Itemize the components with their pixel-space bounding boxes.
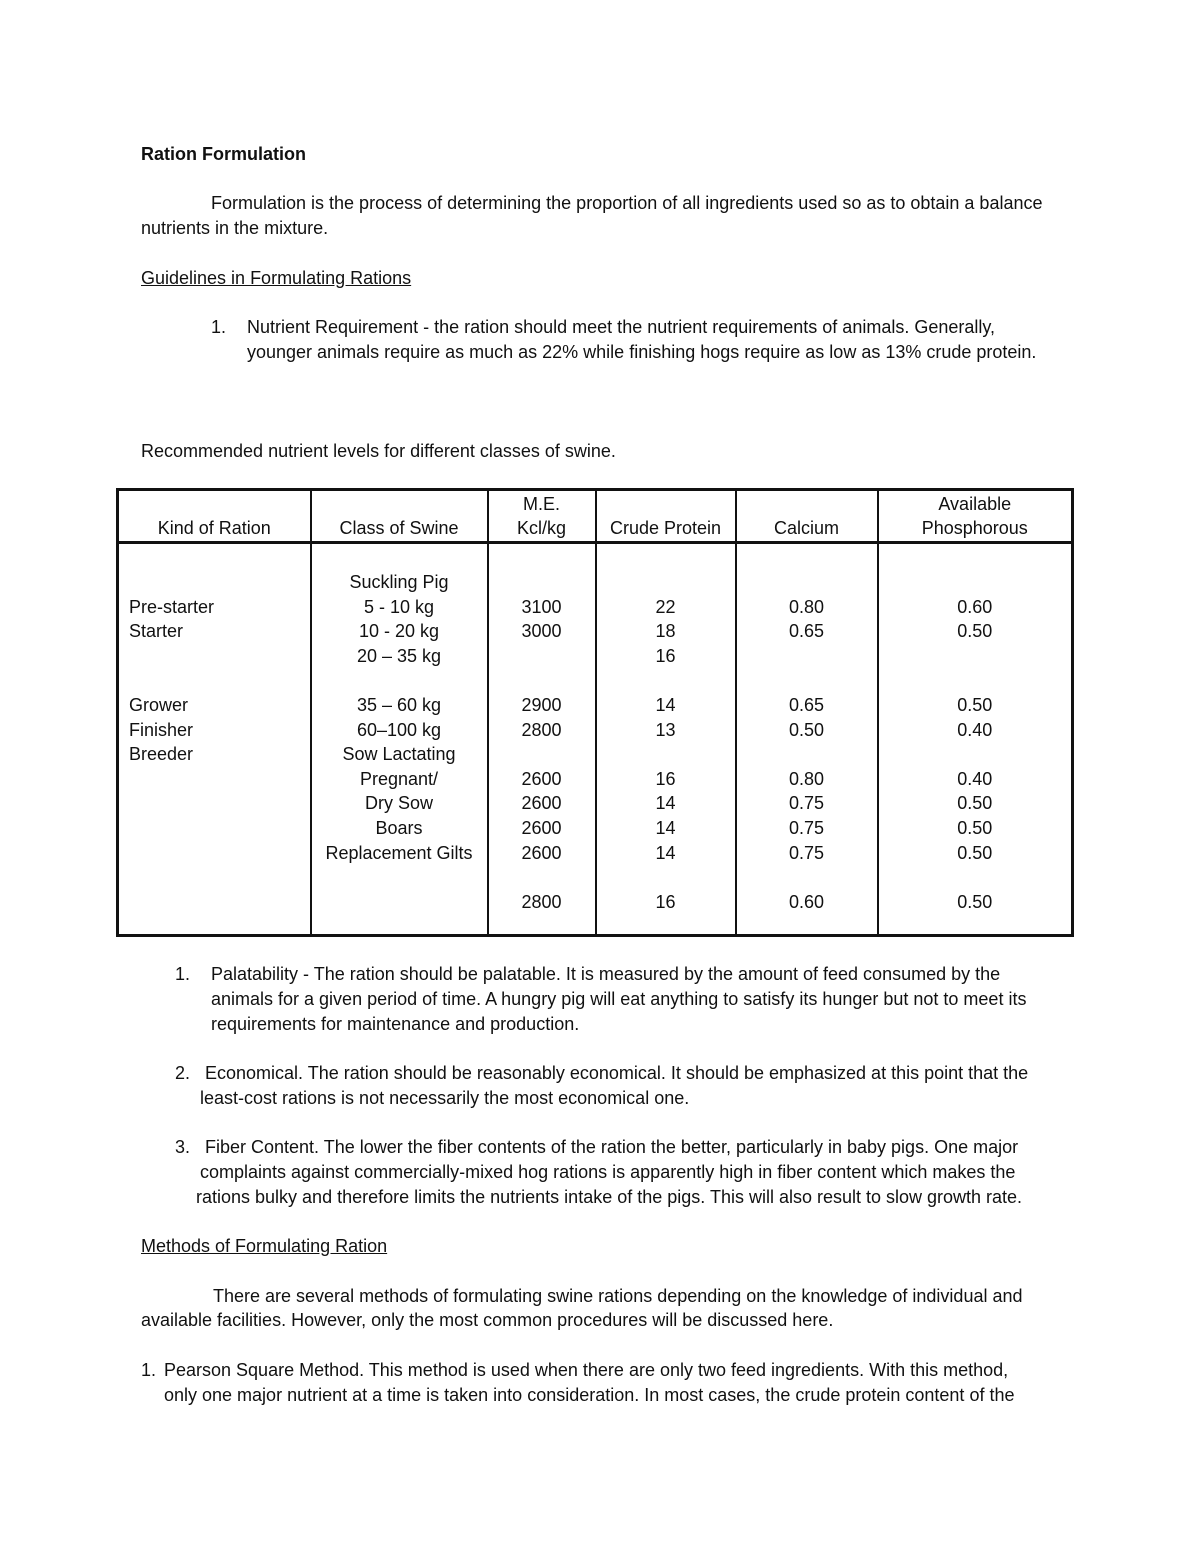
- kind-cell: [129, 668, 310, 693]
- kind-cell: [129, 816, 310, 841]
- table-body-row: [118, 543, 1073, 936]
- palatability-line-2: animals for a given period of time. A hungry pig will eat anything to satisfy its hunger but not to meet its: [211, 989, 1027, 1009]
- me-cell: 3000: [521, 621, 562, 642]
- me-cell: 3100: [521, 596, 562, 617]
- protein-cell: 13: [655, 719, 676, 740]
- phosphorous-column: [878, 543, 1073, 936]
- protein-cell: [597, 570, 735, 595]
- nutrient-levels-table: [116, 488, 1074, 937]
- intro-line-1: Formulation is the process of determining the proportion of all ingredients used so as to obtain a balance: [211, 193, 1043, 213]
- kind-cell: [129, 841, 310, 866]
- header-phos-line-2: Phosphorous: [921, 518, 1028, 539]
- calcium-cell: 0.75: [788, 793, 825, 814]
- pearson-number: 1.: [141, 1360, 157, 1380]
- kind-cell: Pre-starter: [129, 596, 215, 617]
- header-kind-of-ration: Kind of Ration: [118, 490, 311, 543]
- me-cell: 2900: [521, 694, 562, 715]
- me-cell: 2600: [521, 768, 562, 789]
- phos-cell: [879, 668, 1072, 693]
- class-cell: 20 – 35 kg: [356, 645, 442, 666]
- phos-cell: [879, 644, 1072, 669]
- guideline-1-line-2: younger animals require as much as 22% while finishing hogs require as low as 13% crude protein.: [247, 342, 1037, 362]
- pearson-line-2: only one major nutrient at a time is taken into consideration. In most cases, the crude protein content of the: [164, 1385, 1015, 1405]
- economical-number: 2.: [175, 1063, 191, 1083]
- kind-cell: Grower: [129, 694, 189, 715]
- me-cell: 2600: [521, 817, 562, 838]
- class-cell: 5 - 10 kg: [363, 596, 435, 617]
- me-column: [488, 543, 596, 936]
- class-cell: 35 – 60 kg: [356, 694, 442, 715]
- fiber-line-1: Fiber Content. The lower the fiber contents of the ration the better, particularly in baby pigs. One major: [205, 1137, 1019, 1157]
- header-available-phosphorous: [878, 490, 1073, 543]
- phos-cell: 0.40: [957, 768, 993, 789]
- calcium-cell: [737, 865, 877, 890]
- phos-cell: 0.60: [957, 596, 993, 617]
- me-cell: [489, 668, 595, 693]
- class-of-swine-column: [311, 543, 488, 936]
- economical-line-1: Economical. The ration should be reasonably economical. It should be emphasized at this point that the: [205, 1063, 1029, 1083]
- class-cell: Dry Sow: [364, 793, 433, 814]
- palatability-number: 1.: [175, 964, 191, 984]
- me-cell: 2600: [521, 842, 562, 863]
- phos-cell: 0.50: [957, 694, 993, 715]
- kind-of-ration-column: [118, 543, 311, 936]
- calcium-cell: 0.75: [788, 842, 825, 863]
- calcium-cell: 0.75: [788, 817, 825, 838]
- fiber-line-2: complaints against commercially-mixed hog rations is apparently high in fiber content which makes the: [200, 1162, 1016, 1182]
- header-phos-line-1: Available: [938, 493, 1012, 514]
- phos-cell: 0.50: [957, 891, 993, 912]
- kind-cell: [129, 644, 310, 669]
- header-me: [488, 490, 596, 543]
- calcium-cell: [737, 668, 877, 693]
- class-cell: Pregnant/: [359, 768, 439, 789]
- header-calcium: Calcium: [736, 490, 878, 543]
- fiber-number: 3.: [175, 1137, 191, 1157]
- me-cell: 2800: [521, 719, 562, 740]
- phos-cell: 0.50: [957, 817, 993, 838]
- class-cell: 60–100 kg: [356, 719, 442, 740]
- protein-cell: [597, 668, 735, 693]
- methods-intro-line-1: There are several methods of formulating swine rations depending on the knowledge of individual and: [213, 1286, 1023, 1306]
- kind-cell: [129, 791, 310, 816]
- protein-cell: 14: [655, 793, 676, 814]
- page-title: Ration Formulation: [141, 144, 306, 164]
- calcium-cell: 0.65: [788, 694, 825, 715]
- me-cell: [489, 742, 595, 767]
- protein-cell: 14: [655, 694, 676, 715]
- class-cell: Suckling Pig: [349, 572, 449, 592]
- class-cell: 10 - 20 kg: [358, 621, 440, 642]
- protein-cell: 22: [655, 596, 676, 617]
- intro-line-2: nutrients in the mixture.: [141, 218, 329, 238]
- phos-cell: 0.50: [957, 842, 993, 863]
- me-cell: [489, 644, 595, 669]
- palatability-line-3: requirements for maintenance and production.: [211, 1014, 580, 1034]
- protein-cell: [597, 865, 735, 890]
- class-cell: Sow Lactating: [342, 744, 456, 765]
- protein-cell: [597, 742, 735, 767]
- header-me-line-2: Kcl/kg: [516, 518, 567, 539]
- protein-cell: 16: [655, 768, 676, 789]
- calcium-cell: [737, 644, 877, 669]
- kind-cell: Starter: [129, 621, 184, 642]
- class-cell: [312, 890, 487, 915]
- class-cell: Replacement Gilts: [325, 842, 473, 863]
- class-cell: Boars: [375, 817, 423, 838]
- kind-cell: [129, 570, 310, 595]
- kind-cell: [129, 865, 310, 890]
- phos-cell: [879, 742, 1072, 767]
- class-cell: [312, 668, 487, 693]
- kind-cell: Finisher: [129, 719, 194, 740]
- phos-cell: 0.50: [957, 621, 993, 642]
- me-cell: [489, 865, 595, 890]
- calcium-cell: 0.50: [788, 719, 825, 740]
- header-me-line-1: M.E.: [522, 493, 560, 514]
- protein-cell: 18: [655, 621, 676, 642]
- protein-cell: 14: [655, 817, 676, 838]
- protein-cell: 14: [655, 842, 676, 863]
- phos-cell: 0.50: [957, 793, 993, 814]
- guidelines-heading: Guidelines in Formulating Rations: [141, 268, 412, 288]
- phos-cell: [879, 865, 1072, 890]
- calcium-cell: 0.60: [788, 891, 825, 912]
- header-class-of-swine: Class of Swine: [311, 490, 488, 543]
- me-cell: [489, 570, 595, 595]
- methods-intro-line-2: available facilities. However, only the most common procedures will be discussed here.: [141, 1310, 834, 1330]
- calcium-column: [736, 543, 878, 936]
- class-cell: [312, 865, 487, 890]
- calcium-cell: 0.65: [788, 621, 825, 642]
- table-header-row: [118, 490, 1073, 543]
- table-caption: Recommended nutrient levels for different classes of swine.: [141, 441, 616, 461]
- kind-cell: Breeder: [129, 744, 194, 765]
- crude-protein-column: [596, 543, 736, 936]
- protein-cell: 16: [655, 891, 676, 912]
- protein-cell: 16: [655, 645, 676, 666]
- guideline-1-line-1: Nutrient Requirement - the ration should meet the nutrient requirements of animals. Generally,: [247, 317, 996, 337]
- calcium-cell: [737, 570, 877, 595]
- kind-cell: [129, 890, 310, 915]
- phos-cell: [879, 570, 1072, 595]
- header-crude-protein: Crude Protein: [596, 490, 736, 543]
- phos-cell: 0.40: [957, 719, 993, 740]
- economical-line-2: least-cost rations is not necessarily the most economical one.: [200, 1088, 690, 1108]
- methods-heading: Methods of Formulating Ration: [141, 1236, 388, 1256]
- calcium-cell: [737, 742, 877, 767]
- me-cell: 2800: [521, 891, 562, 912]
- calcium-cell: 0.80: [788, 768, 825, 789]
- calcium-cell: 0.80: [788, 596, 825, 617]
- guideline-1-number: 1.: [211, 317, 227, 337]
- me-cell: 2600: [521, 793, 562, 814]
- fiber-line-3: rations bulky and therefore limits the nutrients intake of the pigs. This will also result to slow growth rate.: [196, 1187, 1023, 1207]
- pearson-line-1: Pearson Square Method. This method is used when there are only two feed ingredients. With this method,: [164, 1360, 1009, 1380]
- kind-cell: [129, 767, 310, 792]
- palatability-line-1: Palatability - The ration should be palatable. It is measured by the amount of feed consumed by the: [211, 964, 1001, 984]
